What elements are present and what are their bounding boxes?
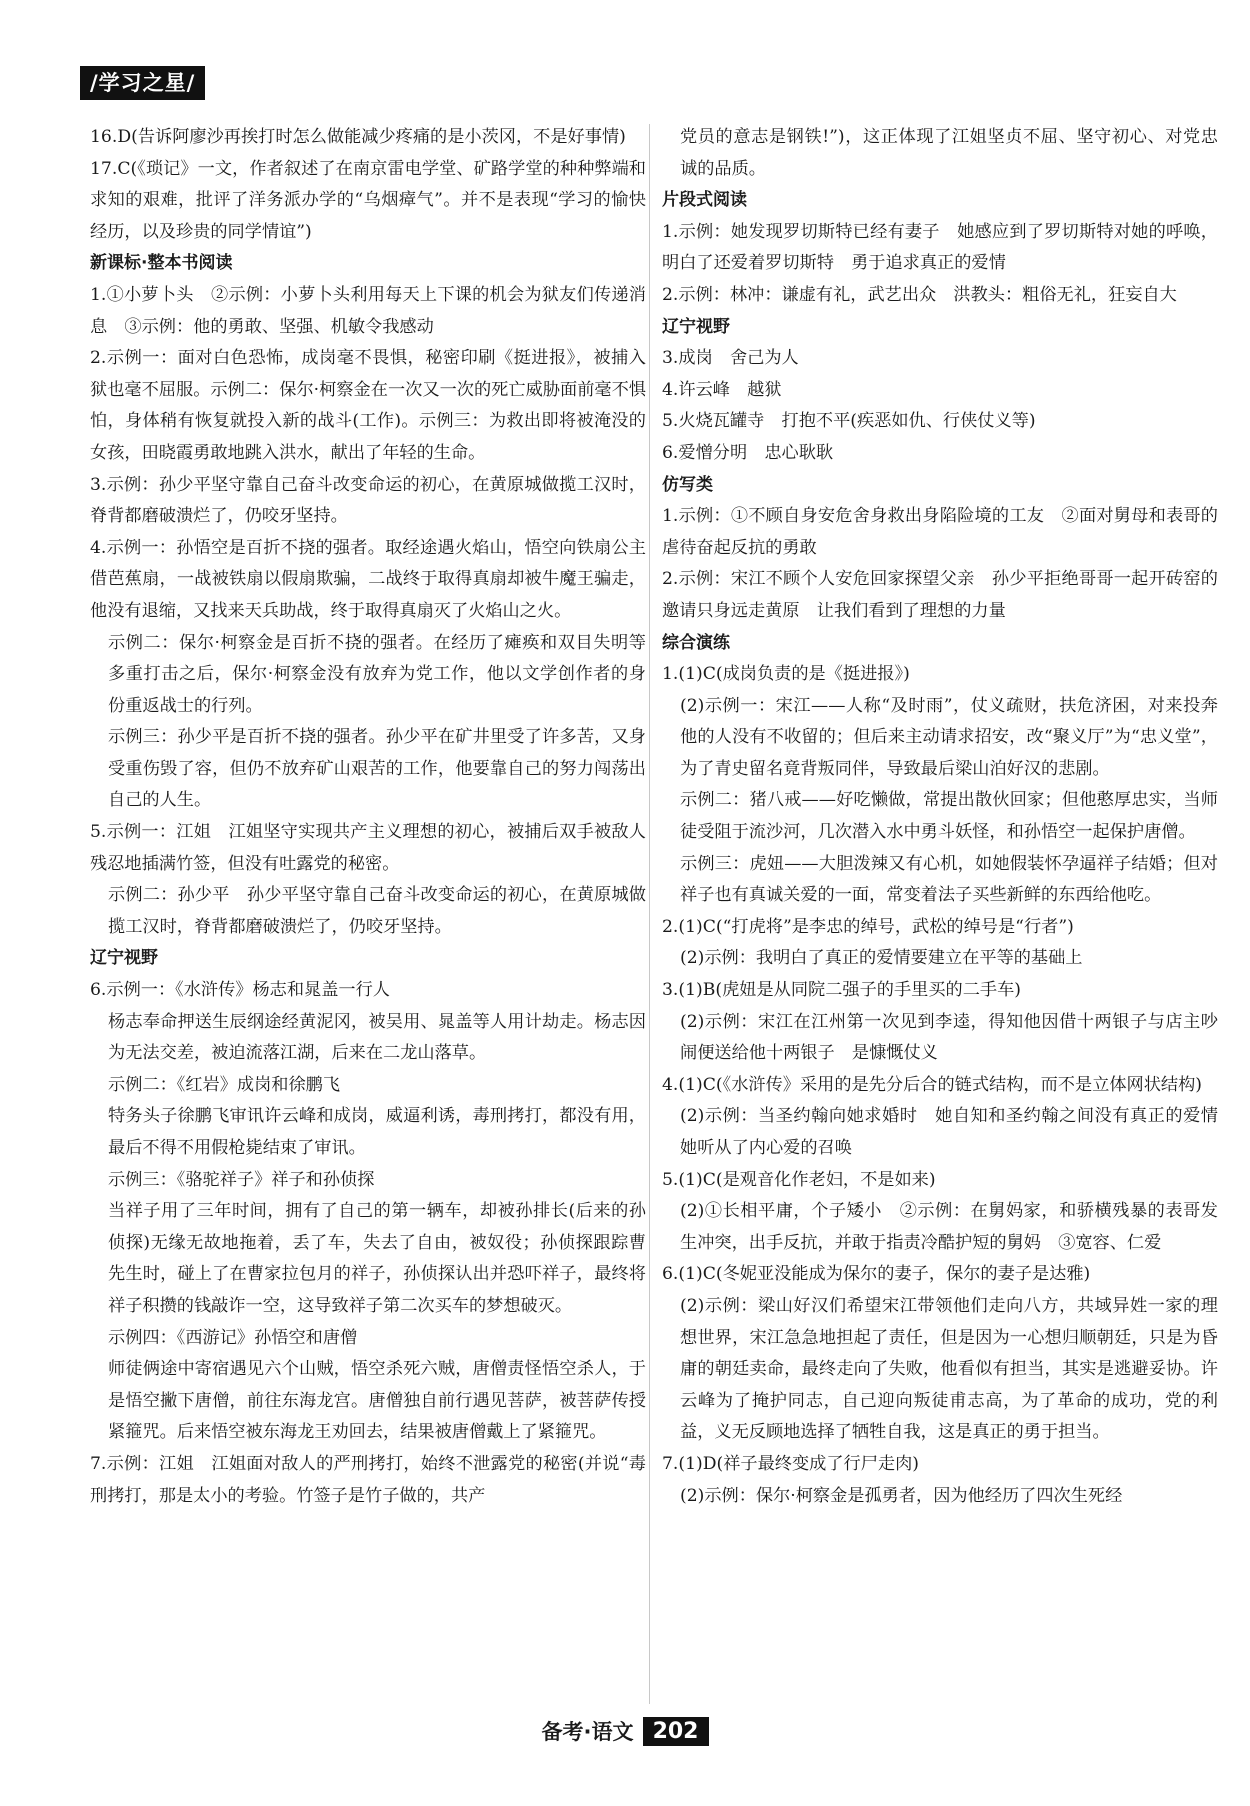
answer-paragraph: 示例二：猪八戒——好吃懒做，常提出散伙回家；但他憨厚忠实，当师徒受阻于流沙河，几次潜入水中勇斗妖怪，和孙悟空一起保护唐僧。 <box>680 790 1218 843</box>
answer-paragraph: 杨志奉命押送生辰纲途经黄泥冈，被吴用、晁盖等人用计劫走。杨志因为无法交差，被迫流落江湖，后来在二龙山落草。 <box>108 1011 646 1064</box>
section-heading: 辽宁视野 <box>662 316 730 337</box>
answer-paragraph: 6.示例一：《水浒传》杨志和晁盖一行人 <box>90 980 390 1001</box>
answer-paragraph: 示例四：《西游记》孙悟空和唐僧 <box>108 1327 358 1348</box>
answer-paragraph: (2)示例：宋江在江州第一次见到李逵，得知他因借十两银子与店主吵闹便送给他十两银子 是慷慨仗义 <box>680 1011 1218 1064</box>
answer-paragraph: (2)示例：当圣约翰向她求婚时 她自知和圣约翰之间没有真正的爱情 她听从了内心爱的召唤 <box>680 1106 1236 1158</box>
answer-paragraph: 7.(1)D(祥子最终变成了行尸走肉) <box>662 1453 919 1474</box>
answer-paragraph: 3.(1)B(虎妞是从同院二强子的手里买的二手车) <box>662 980 1021 1001</box>
answer-paragraph: (2)示例：梁山好汉们希望宋江带领他们走向八方，共域异姓一家的理想世界，宋江急急地担起了责任，但是因为一心想归顺朝廷，只是为昏庸的朝廷卖命，最终走向了失败，他看似有担当，其实是逃避妥协。许云峰为了掩护同志，自己迎向叛徒甫志高，为了革命的成功，党的利益，义无反顾地选择了牺牲自我，这是真正的勇于担当。 <box>680 1295 1218 1443</box>
answer-paragraph: 示例三：《骆驼祥子》祥子和孙侦探 <box>108 1169 375 1190</box>
answer-paragraph: 2.示例：宋江不顾个人安危回家探望父亲 孙少平拒绝哥哥一起开砖窑的邀请只身远走黄原 让我们看到了理想的力量 <box>662 569 1218 621</box>
answer-paragraph: 4.(1)C(《水浒传》采用的是先分后合的链式结构，而不是立体网状结构) <box>662 1074 1202 1095</box>
answer-paragraph: 3.成岗 舍己为人 <box>662 348 799 369</box>
answer-paragraph: 特务头子徐鹏飞审讯许云峰和成岗，威逼利诱，毒刑拷打，都没有用，最后不得不用假枪毙结束了审讯。 <box>108 1106 646 1158</box>
answer-paragraph: 示例三：孙少平是百折不挠的强者。孙少平在矿井里受了许多苦，又身受重伤毁了容，但仍不放弃矿山艰苦的工作，他要靠自己的努力闯荡出自己的人生。 <box>108 727 646 811</box>
answer-paragraph: 5.示例一：江姐 江姐坚守实现共产主义理想的初心，被捕后双手被敌人残忍地插满竹签，但没有吐露党的秘密。 <box>90 822 646 874</box>
answer-paragraph: 7.示例：江姐 江姐面对敌人的严刑拷打，始终不泄露党的秘密(并说“毒刑拷打，那是太小的考验。竹签子是竹子做的，共产 <box>90 1453 646 1506</box>
answer-paragraph: 1.示例：①不顾自身安危舍身救出身陷险境的工友 ②面对舅母和表哥的虐待奋起反抗的勇敢 <box>662 506 1218 558</box>
section-heading: 辽宁视野 <box>90 948 158 969</box>
footer-label: 备考·语文 <box>541 1720 634 1744</box>
answer-paragraph: (2)示例一：宋江——人称“及时雨”，仗义疏财，扶危济困，对来投奔他的人没有不收留的；但后来主动请求招安，改“聚义厅”为“忠义堂”，为了青史留名竟背叛同伴，导致最后梁山泊好汉的悲剧。 <box>680 695 1218 779</box>
page-number: 202 <box>643 1717 709 1746</box>
answer-paragraph: 当祥子用了三年时间，拥有了自己的第一辆车，却被孙排长(后来的孙侦探)无缘无故地拖着，丢了车，失去了自由，被奴役；孙侦探跟踪曹先生时，碰上了在曹家拉包月的祥子，孙侦探认出并恐吓祥子，最终将祥子积攒的钱敲诈一空，这导致祥子第二次买车的梦想破灭。 <box>108 1201 646 1316</box>
answer-paragraph: (2)①长相平庸，个子矮小 ②示例：在舅妈家，和骄横残暴的表哥发生冲突，出手反抗，并敢于指责冷酷护短的舅妈 ③宽容、仁爱 <box>680 1201 1218 1253</box>
answer-paragraph: 师徒俩途中寄宿遇见六个山贼，悟空杀死六贼，唐僧责怪悟空杀人，于是悟空撇下唐僧，前往东海龙宫。唐僧独自前行遇见菩萨，被菩萨传授紧箍咒。后来悟空被东海龙王劝回去，结果被唐僧戴上了紧箍咒。 <box>108 1359 646 1443</box>
answer-paragraph: 示例二：保尔·柯察金是百折不挠的强者。在经历了瘫痪和双目失明等多重打击之后，保尔·柯察金没有放弃为党工作，他以文学创作者的身份重返战士的行列。 <box>108 632 646 716</box>
answer-paragraph: 4.许云峰 越狱 <box>662 379 782 400</box>
section-heading: 片段式阅读 <box>662 190 747 211</box>
left-column <box>90 122 646 1512</box>
right-column <box>662 122 1236 1512</box>
answer-paragraph: 示例三：虎妞——大胆泼辣又有心机，如她假装怀孕逼祥子结婚；但对祥子也有真诚关爱的一面，常变着法子买些新鲜的东西给他吃。 <box>680 853 1218 906</box>
answer-paragraph: 5.(1)C(是观音化作老妇，不是如来) <box>662 1169 936 1190</box>
answer-paragraph: 示例二：《红岩》成岗和徐鹏飞 <box>108 1074 341 1095</box>
answer-paragraph: 1.示例：她发现罗切斯特已经有妻子 她感应到了罗切斯特对她的呼唤，明白了还爱着罗切斯特 勇于追求真正的爱情 <box>662 221 1218 274</box>
answer-paragraph: 16.D(告诉阿廖沙再挨打时怎么做能减少疼痛的是小茨冈，不是好事情) <box>90 127 626 147</box>
section-heading: 新课标·整本书阅读 <box>90 253 233 274</box>
section-heading: 仿写类 <box>662 474 713 495</box>
answer-paragraph: (2)示例：保尔·柯察金是孤勇者，因为他经历了四次生死经 <box>680 1485 1123 1506</box>
brand-logo: /学习之星/ <box>80 66 205 100</box>
column-divider <box>649 124 650 1704</box>
answer-paragraph: 党员的意志是钢铁!”)，这正体现了江姐坚贞不屈、坚守初心、对党忠诚的品质。 <box>680 127 1218 179</box>
answer-paragraph: 1.①小萝卜头 ②示例：小萝卜头利用每天上下课的机会为狱友们传递消息 ③示例：他的勇敢、坚强、机敏令我感动 <box>90 284 646 337</box>
answer-paragraph: 6.(1)C(冬妮亚没能成为保尔的妻子，保尔的妻子是达雅) <box>662 1264 1091 1285</box>
answer-paragraph: 3.示例：孙少平坚守靠自己奋斗改变命运的初心，在黄原城做揽工汉时，脊背都磨破溃烂了，仍咬牙坚持。 <box>90 474 646 527</box>
answer-paragraph: 4.示例一：孙悟空是百折不挠的强者。取经途遇火焰山，悟空向铁扇公主借芭蕉扇，一战被铁扇以假扇欺骗，二战终于取得真扇却被牛魔王骗走，他没有退缩，又找来天兵助战，终于取得真扇灭了火焰山之火。 <box>90 537 646 621</box>
answer-paragraph: (2)示例：我明白了真正的爱情要建立在平等的基础上 <box>680 948 1083 969</box>
answer-paragraph: 2.示例一：面对白色恐怖，成岗毫不畏惧，秘密印刷《挺进报》，被捕入狱也毫不屈服。示例二：保尔·柯察金在一次又一次的死亡威胁面前毫不惧怕，身体稍有恢复就投入新的战斗(工作)。示例三：为救出即将被淹没的女孩，田晓霞勇敢地跳入洪水，献出了年轻的生命。 <box>90 348 646 463</box>
answer-paragraph: 2.(1)C(“打虎将”是李忠的绰号，武松的绰号是“行者”) <box>662 916 1074 937</box>
answer-paragraph: 17.C(《琐记》一文，作者叙述了在南京雷电学堂、矿路学堂的种种弊端和求知的艰难，批评了洋务派办学的“乌烟瘴气”。并不是表现“学习的愉快经历，以及珍贵的同学情谊”) <box>90 158 646 242</box>
answer-paragraph: 6.爱憎分明 忠心耿耿 <box>662 442 834 463</box>
answer-paragraph: 2.示例：林冲：谦虚有礼，武艺出众 洪教头：粗俗无礼，狂妄自大 <box>662 284 1177 305</box>
answer-paragraph: 示例二：孙少平 孙少平坚守靠自己奋斗改变命运的初心，在黄原城做揽工汉时，脊背都磨破溃烂了，仍咬牙坚持。 <box>108 885 646 937</box>
page-footer <box>0 1716 1250 1746</box>
answer-paragraph: 5.火烧瓦罐寺 打抱不平(疾恶如仇、行侠仗义等) <box>662 411 1036 432</box>
section-heading: 综合演练 <box>662 632 730 653</box>
answer-paragraph: 1.(1)C(成岗负责的是《挺进报》) <box>662 664 910 685</box>
